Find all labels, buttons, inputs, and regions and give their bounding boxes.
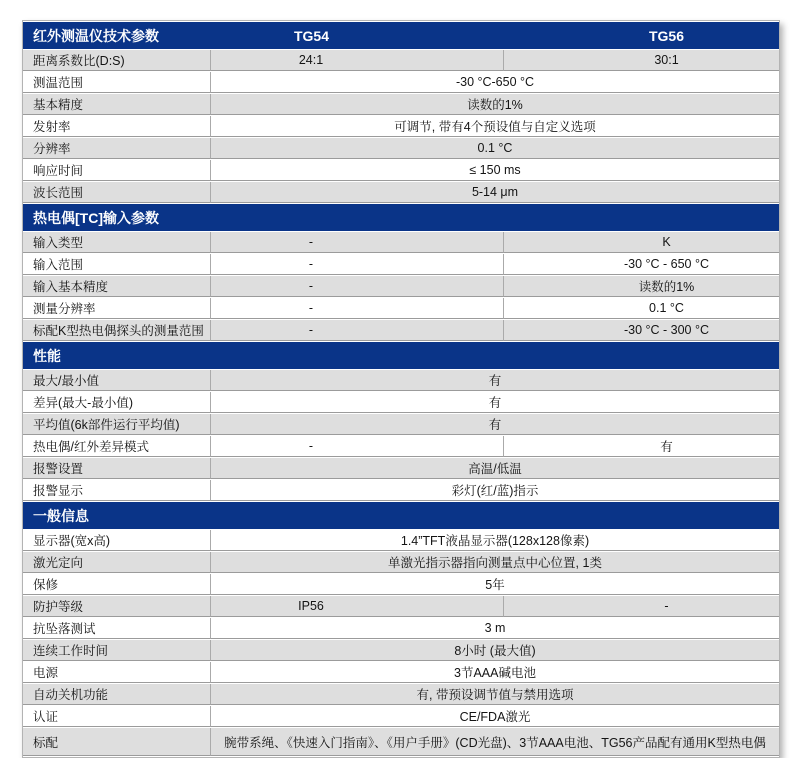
row-label: 认证 — [23, 706, 211, 727]
table-row — [23, 480, 779, 501]
tg54-value: - — [211, 276, 504, 297]
tg54-value: - — [211, 232, 504, 253]
table-row — [23, 552, 779, 573]
table-row — [23, 458, 779, 479]
row-label: 输入基本精度 — [23, 276, 211, 297]
row-label: 差异(最大-最小值) — [23, 392, 211, 413]
row-label: 响应时间 — [23, 160, 211, 181]
table-row — [23, 232, 779, 253]
shared-value: CE/FDA激光 — [211, 706, 779, 727]
table-title: 红外测温仪技术参数 — [23, 22, 211, 49]
row-label: 防护等级 — [23, 596, 211, 617]
row-label: 最大/最小值 — [23, 370, 211, 391]
shared-value: ≤ 150 ms — [211, 160, 779, 181]
table-row — [23, 596, 779, 617]
table-row — [23, 436, 779, 457]
table-row — [23, 640, 779, 661]
table-row — [23, 662, 779, 683]
section-header-row — [23, 502, 779, 529]
table-row — [23, 182, 779, 203]
tg56-value: K — [504, 232, 779, 253]
shared-value: 腕带系绳、《快速入门指南》、《用户手册》(CD光盘)、3节AAA电池、TG56产品配有通用K型热电偶 — [211, 728, 779, 756]
tg56-value: 有 — [504, 436, 779, 457]
shared-value: 5-14 μm — [211, 182, 779, 203]
table-row — [23, 320, 779, 341]
shared-value: 有, 带预设调节值与禁用选项 — [211, 684, 779, 705]
row-label: 波长范围 — [23, 182, 211, 203]
table-row — [23, 392, 779, 413]
shared-value: 有 — [211, 414, 779, 435]
table-row — [23, 50, 779, 71]
table-row — [23, 94, 779, 115]
table-row — [23, 72, 779, 93]
tg56-value: 0.1 °C — [504, 298, 779, 319]
tg54-value: - — [211, 436, 504, 457]
row-label: 热电偶/红外差异模式 — [23, 436, 211, 457]
row-label: 标配 — [23, 728, 211, 756]
section-title: 性能 — [23, 342, 779, 369]
tg54-value: - — [211, 320, 504, 341]
tg54-value: 24:1 — [211, 50, 504, 71]
row-label: 平均值(6k部件运行平均值) — [23, 414, 211, 435]
shared-value: 3 m — [211, 618, 779, 639]
table-row — [23, 298, 779, 319]
row-label: 标配K型热电偶探头的测量范围 — [23, 320, 211, 341]
tg56-value: -30 °C - 300 °C — [504, 320, 779, 341]
section-title: 一般信息 — [23, 502, 779, 529]
tg56-value: 30:1 — [504, 50, 779, 71]
shared-value: 高温/低温 — [211, 458, 779, 479]
tg56-value: -30 °C - 650 °C — [504, 254, 779, 275]
shared-value: 5年 — [211, 574, 779, 595]
tg54-value: IP56 — [211, 596, 504, 617]
row-label: 保修 — [23, 574, 211, 595]
shared-value: 可调节, 带有4个预设值与自定义选项 — [211, 116, 779, 137]
row-label: 抗坠落测试 — [23, 618, 211, 639]
shared-value: 彩灯(红/蓝)指示 — [211, 480, 779, 501]
shared-value: 0.1 °C — [211, 138, 779, 159]
table-row — [23, 414, 779, 435]
row-label: 自动关机功能 — [23, 684, 211, 705]
row-label: 测温范围 — [23, 72, 211, 93]
table-row — [23, 138, 779, 159]
tg56-value: 读数的1% — [504, 276, 779, 297]
shared-value: 有 — [211, 392, 779, 413]
shared-value: 3节AAA碱电池 — [211, 662, 779, 683]
shared-value: 8小时 (最大值) — [211, 640, 779, 661]
section-header-row — [23, 204, 779, 231]
row-label: 基本精度 — [23, 94, 211, 115]
row-label: 显示器(宽x高) — [23, 530, 211, 551]
row-label: 报警设置 — [23, 458, 211, 479]
row-label: 激光定向 — [23, 552, 211, 573]
table-row — [23, 370, 779, 391]
table-row — [23, 684, 779, 705]
tg54-value: - — [211, 254, 504, 275]
row-label: 报警显示 — [23, 480, 211, 501]
table-header-row — [23, 22, 779, 49]
table-row — [23, 160, 779, 181]
row-label: 分辨率 — [23, 138, 211, 159]
column-header-tg56: TG56 — [504, 22, 779, 49]
table-row — [23, 116, 779, 137]
row-label: 输入范围 — [23, 254, 211, 275]
table-row — [23, 276, 779, 297]
table-row — [23, 618, 779, 639]
shared-value: 读数的1% — [211, 94, 779, 115]
row-label: 测量分辨率 — [23, 298, 211, 319]
tg56-value: - — [504, 596, 779, 617]
column-header-tg54: TG54 — [211, 22, 504, 49]
table-row — [23, 254, 779, 275]
section-header-row — [23, 342, 779, 369]
table-row — [23, 574, 779, 595]
section-title: 热电偶[TC]输入参数 — [23, 204, 779, 231]
row-label: 距离系数比(D:S) — [23, 50, 211, 71]
table-row — [23, 530, 779, 551]
shared-value: 1.4”TFT液晶显示器(128x128像素) — [211, 530, 779, 551]
row-label: 发射率 — [23, 116, 211, 137]
row-label: 连续工作时间 — [23, 640, 211, 661]
shared-value: 单激光指示器指向测量点中心位置, 1类 — [211, 552, 779, 573]
row-label: 输入类型 — [23, 232, 211, 253]
row-label: 电源 — [23, 662, 211, 683]
thermometer-spec-table — [23, 21, 779, 757]
table-row — [23, 728, 779, 756]
shared-value: 有 — [211, 370, 779, 391]
tg54-value: - — [211, 298, 504, 319]
table-row — [23, 706, 779, 727]
shared-value: -30 °C-650 °C — [211, 72, 779, 93]
spec-table — [22, 20, 780, 758]
